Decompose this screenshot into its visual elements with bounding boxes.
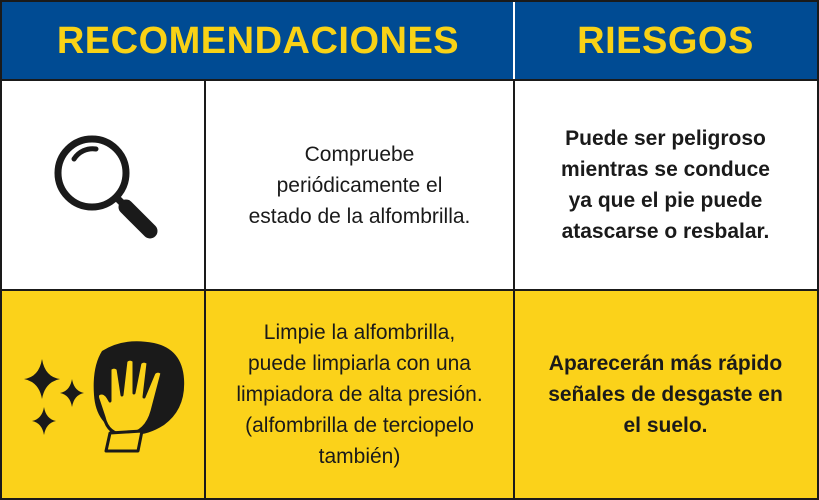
row-1-recommendation-cell bbox=[205, 80, 514, 290]
header-recommendations: RECOMENDACIONES bbox=[2, 2, 514, 80]
row-1-icon-cell bbox=[2, 80, 205, 290]
magnifying-glass-icon bbox=[44, 125, 164, 245]
header-risks: RIESGOS bbox=[514, 2, 817, 80]
row-1-recommendation: Compruebe periódicamente el estado de la alfombrilla. bbox=[248, 142, 471, 228]
row-2-icon-cell bbox=[2, 290, 205, 498]
row-1-risk: Puede ser peligroso mientras se conduce ya que el pie puede atascarse o resbalar. bbox=[561, 127, 770, 243]
row-2-recommendation: Limpie la alfombrilla, puede limpiarla con una limpiadora de alta presión. (alfombrilla de terciopelo también) bbox=[236, 320, 483, 468]
row-divider bbox=[2, 289, 817, 291]
row-2-risk: Aparecerán más rápido señales de desgaste en el suelo. bbox=[548, 351, 783, 437]
column-divider-2 bbox=[513, 80, 515, 498]
header-divider bbox=[513, 2, 515, 80]
column-divider-1 bbox=[204, 80, 206, 498]
row-2-recommendation-cell bbox=[205, 290, 514, 498]
row-1-risk-cell bbox=[514, 80, 817, 290]
row-2-risk-cell bbox=[514, 290, 817, 498]
cleaning-hand-sparkles-icon bbox=[14, 329, 194, 459]
header-bottom-line bbox=[2, 79, 817, 81]
